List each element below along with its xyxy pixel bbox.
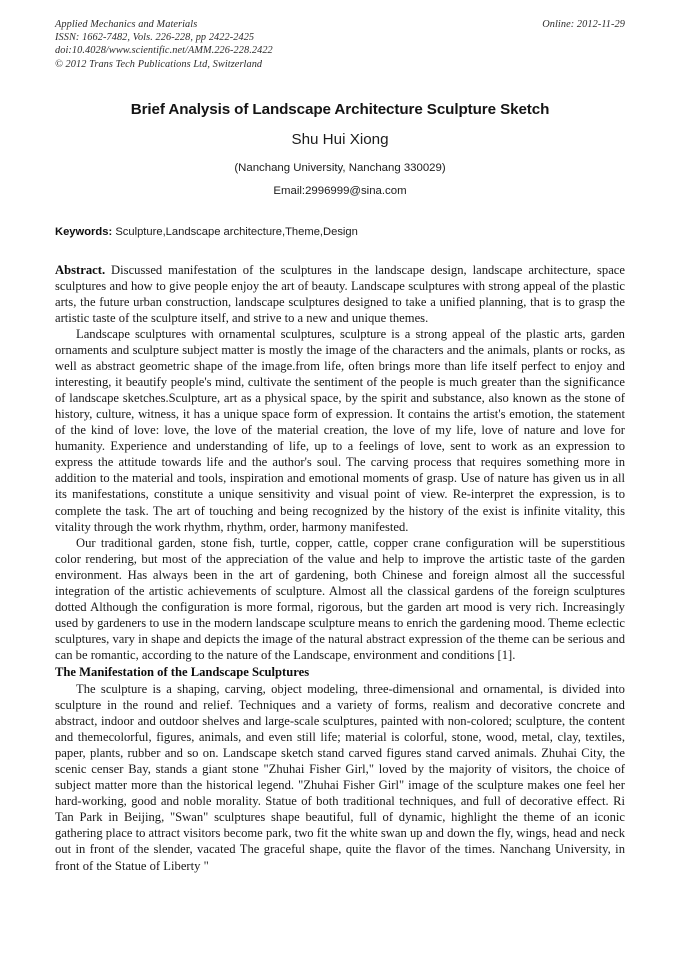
page-title: Brief Analysis of Landscape Architecture Sculpture Sketch	[130, 100, 550, 118]
journal-copyright-line: © 2012 Trans Tech Publications Ltd, Switzerland	[55, 58, 263, 70]
section-paragraph: The sculpture is a shaping, carving, object modeling, three-dimensional and ornamental, is divided into sculpture in the round and relief. Techniques and a variety of forms, realism and decorative concrete and abstract, indoor and outdoor shelves and large-scale sculptures, painted with non-colored; sculpture, the content and themecolorful, figures, animals, and even still life; material is colorful, stone, wood, metal, clay, textiles, paper, plants, rubber and so on. Landscape sketch stand carved figures stand carved animals. Zhuhai City, the scenic censer Bay, stands a giant stone "Zhuhai Fisher Girl," loved by the majority of visitors, the choice of subject matter more than the historical legend. "Zhuhai Fisher Girl" image of the sculpture makes one feel her hard-working, good and noble morality. Statue of both traditional techniques, and full of decorative effect. Ri Tan Park in Beijing, "Swan" sculptures shape beautiful, full of dynamic, highlight the theme of an iconic gathering place to attract visitors become park, two fit the white swan up and down the fly, wings, head and neck out in front of the slender, vacated The graceful shape, quite the flavor of the times. Nanchang University, in front of the Statue of Liberty "	[55, 681, 626, 873]
journal-header	[55, 18, 625, 71]
author-name: Shu Hui Xiong	[291, 130, 389, 148]
keywords-line	[55, 224, 625, 240]
journal-name: Applied Mechanics and Materials	[55, 19, 198, 30]
paragraph-1: Landscape sculptures with ornamental sculptures, sculpture is a strong appeal of the plastic arts, garden ornaments and sculpture subject matter is mostly the image of the characters and the animals, plants or rocks, as well as abstract geometric shape of the image.from life, often brings more than life itself perfect to enjoy and interesting, it beautify people's mind, cultivate the sentiment of the people is much greater than the significance of landscape sketches.Sculpture, art as a physical space, by the spirit and substance, also known as the stone of history, culture, witness, it has a unique space form of expression. It contains the artist's emotion, the statement of the kind of love: love, the love of the material creation, the love of my life, love of nature and love for humanity. Experience and understanding of life, up to a feelings of love, sent to work as an expression to express the attitude towards life and the author's soul. The carving process that requires something more in addition to the material and tools, inspiration and emotional moments of grasp. Use of nature has given us in all its manifestations, constitute a unique sensitivity and visual point of view. Re-interpret the expression, is to complete the task. The art of touching and being recognized by the history of the exist is infinite vitality, this vitality through the work rhythm, rhythm, order, harmony manifested.	[55, 327, 625, 534]
abstract-text: Discussed manifestation of the sculptures in the landscape design, landscape architecture, space sculptures and how to give people enjoy the art of beauty. Landscape sculptures with strong appeal of the plastic arts, the future urban construction, landscape sculptures designed to take a unified planning, that is to grasp the artistic taste of the sculpture itself, and strive to a new and unique themes.	[55, 262, 625, 325]
abstract-label: Abstract.	[55, 262, 106, 277]
paragraph-2: Our traditional garden, stone fish, turtle, copper, cattle, copper crane configuration will be superstitious color rendering, but most of the appreciation of the value and help to improve the artistic taste of the garden environment. Has always been in the art of gardening, both Chinese and foreign almost all the successful integration of the artistic achievements of sculpture. Almost all the classical gardens of the foreign sculptures dotted Although the configuration is more formal, rigorous, but the garden art mood is very rich. Increasingly used by gardeners to use in the modern landscape sculpture means to enrich the gardening mood. Theme eclectic sculptures, vary in shape and depicts the image of the natural abstract expression of the theme can be serious and can be romantic, according to the nature of the Landscape, environment and conditions [1].	[55, 535, 625, 662]
journal-issn-line: ISSN: 1662-7482, Vols. 226-228, pp 2422-2425	[55, 32, 255, 44]
journal-doi-line: doi:10.4028/www.scientific.net/AMM.226-228.2422	[55, 45, 273, 57]
author-email: Email:2996999@sina.com	[273, 184, 407, 197]
document-body	[55, 262, 625, 874]
section-heading: The Manifestation of the Landscape Sculptures	[55, 664, 310, 679]
abstract-paragraph	[55, 262, 625, 326]
author-affiliation: (Nanchang University, Nanchang 330029)	[234, 161, 446, 174]
keywords-label: Keywords:	[55, 225, 113, 238]
keywords-values: Sculpture,Landscape architecture,Theme,Design	[115, 225, 358, 238]
journal-online-date: Online: 2012-11-29	[542, 19, 625, 30]
